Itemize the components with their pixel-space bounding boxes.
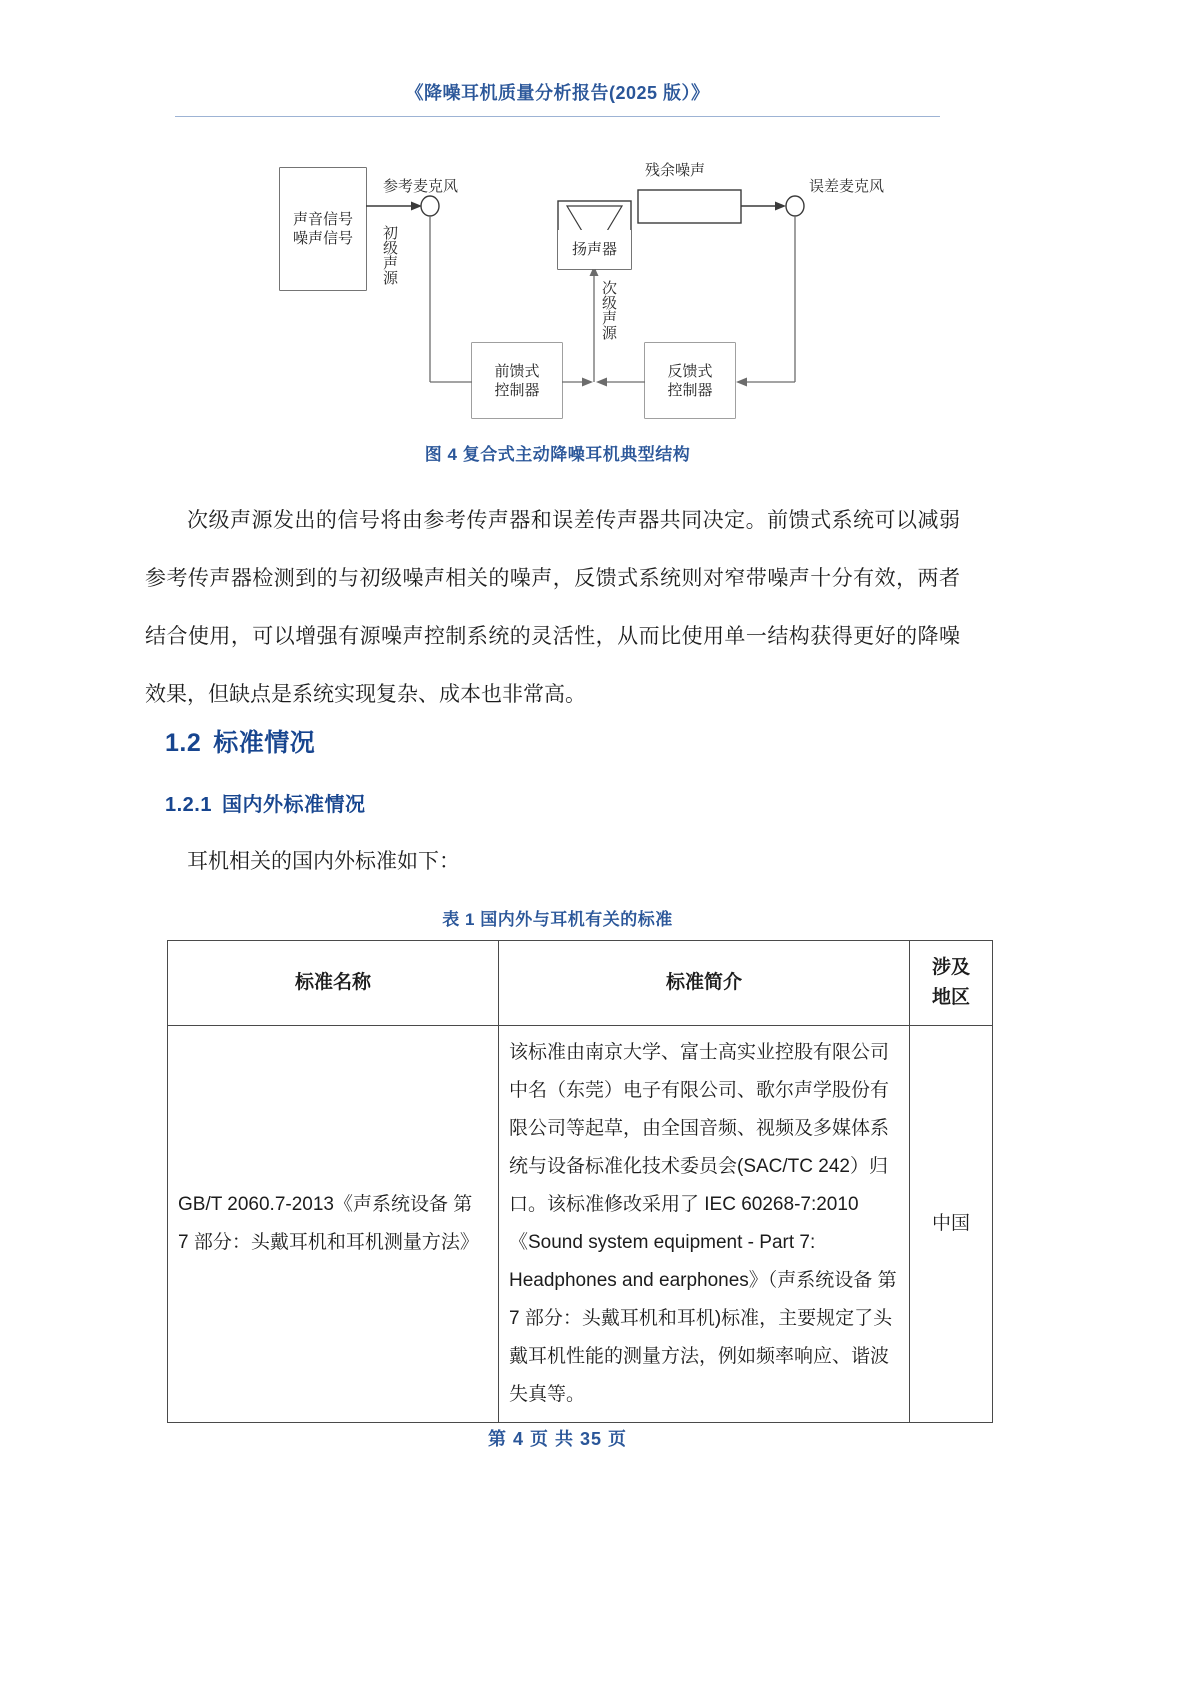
diagram-label-reference-microphone: 参考麦克风 — [383, 178, 459, 195]
heading-1-2-1-text: 国内外标准情况 — [221, 794, 366, 816]
diagram-box-feedforward-label: 前馈式 控制器 — [494, 362, 540, 399]
table-caption: 表 1 国内外与耳机有关的标准 — [442, 910, 673, 929]
document-header — [175, 78, 940, 108]
diagram-label-error-microphone: 误差麦克风 — [809, 178, 885, 195]
table-header-region — [910, 941, 993, 1026]
heading-1-2-1-number: 1.2.1 — [165, 794, 212, 816]
reference-microphone-icon — [421, 196, 439, 216]
heading-1-2 — [165, 723, 315, 759]
diagram-label-residual-noise: 残余噪声 — [645, 162, 706, 179]
body-text-block — [145, 492, 960, 724]
header-divider — [175, 116, 940, 117]
page-footer: 第 4 页 共 35 页 — [487, 1429, 628, 1449]
table-header-standard-name: 标准名称 — [168, 941, 499, 1026]
table-cell-region: 中国 — [910, 1026, 993, 1423]
table-header-row — [168, 941, 993, 1026]
diagram-box-feedback-controller — [645, 343, 735, 418]
figure-caption: 图 4 复合式主动降噪耳机典型结构 — [424, 445, 691, 464]
lead-paragraph: 耳机相关的国内外标准如下： — [187, 850, 460, 873]
table-header-region-line1: 涉及 — [931, 957, 970, 978]
table-header-standard-desc: 标准简介 — [499, 941, 910, 1026]
heading-1-2-number: 1.2 — [165, 729, 202, 757]
diagram-box-sound-source — [280, 168, 366, 290]
table-row — [168, 1026, 993, 1423]
heading-1-2-text: 标准情况 — [213, 729, 316, 757]
diagram-box-speaker-label: 扬声器 — [571, 241, 617, 258]
diagram-box-sound-source-label: 声音信号 噪声信号 — [292, 211, 353, 247]
diagram-box-feedback-label: 反馈式 控制器 — [667, 362, 713, 399]
diagram-box-speaker — [558, 230, 631, 269]
diagram-label-secondary-source: 次级声源 — [600, 280, 617, 340]
diagram-label-primary-source: 初级声源 — [381, 225, 398, 285]
heading-1-2-1 — [165, 788, 365, 817]
paragraph-anc-description: 次级声源发出的信号将由参考传声器和误差传声器共同决定。前馈式系统可以减弱参考传声器检测到的与初级噪声相关的噪声，反馈式系统则对窄带噪声十分有效，两者结合使用，可以增强有源噪声控制系统的灵活性，从而比使用单一结构获得更好的降噪效果，但缺点是系统实现复杂、成本也非常高。 — [145, 509, 960, 706]
error-microphone-icon — [786, 196, 804, 216]
figure-anc-structure — [175, 130, 940, 430]
table-cell-standard-desc: 该标准由南京大学、富士高实业控股有限公司中名（东莞）电子有限公司、歌尔声学股份有限公司等起草，由全国音频、视频及多媒体系统与设备标准化技术委员会(SAC/TC 242）归口。该标准修改采用了 IEC 60268-7:2010《Sound system equipment - Part 7: Headphones and earphones》（声系统设备 第 7 部分：头戴耳机和耳机)标准，主要规定了头戴耳机性能的测量方法，例如频率响应、谐波失真等。 — [499, 1026, 910, 1423]
diagram-box-feedforward-controller — [472, 343, 562, 418]
table-header-region-line2: 地区 — [931, 987, 970, 1008]
table-cell-standard-name: GB/T 2060.7-2013《声系统设备 第 7 部分：头戴耳机和耳机测量方法》 — [168, 1026, 499, 1423]
standards-table — [167, 940, 993, 1423]
document-title: 《降噪耳机质量分析报告(2025 版）》 — [405, 83, 710, 103]
